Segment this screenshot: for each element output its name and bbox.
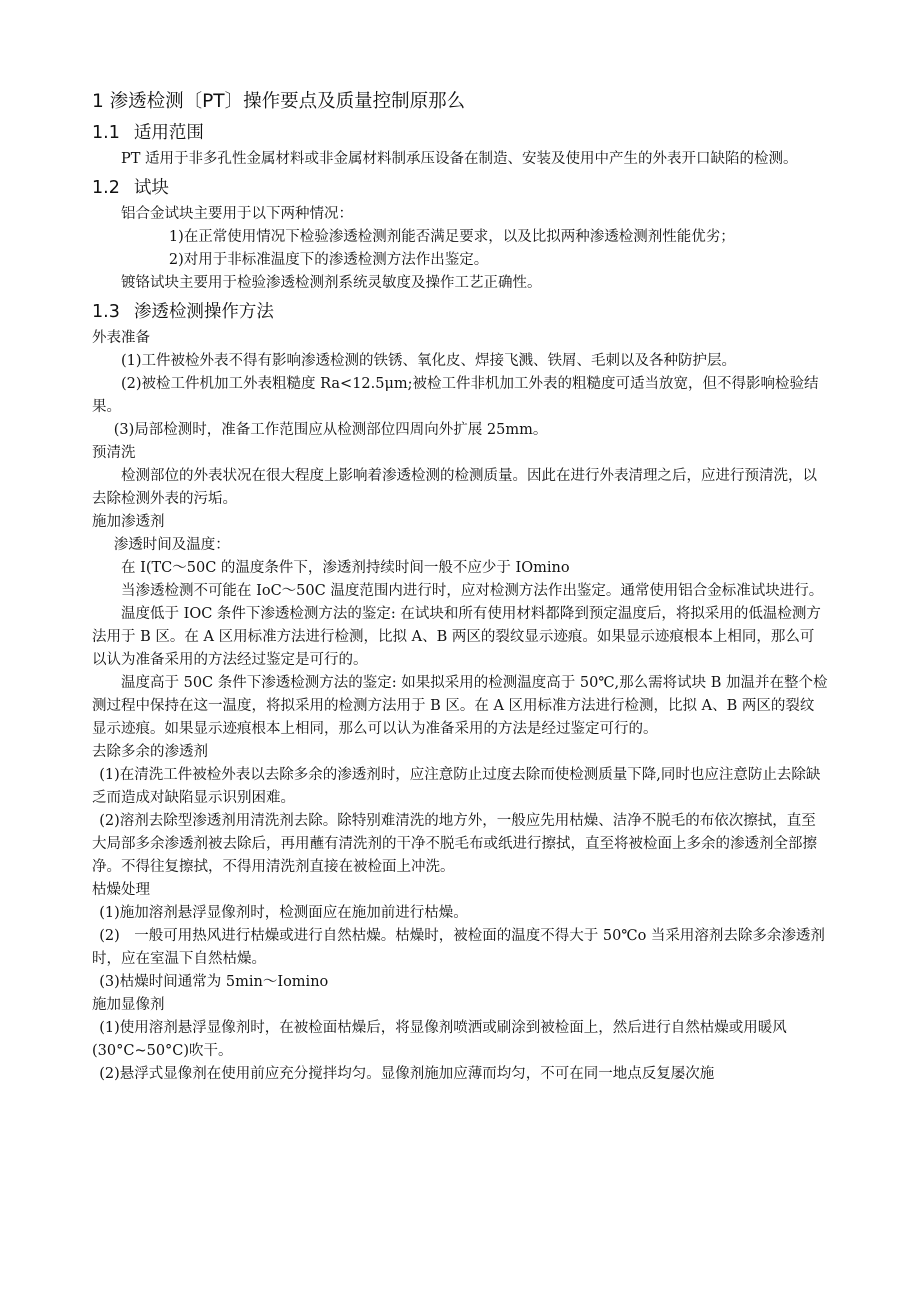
list-item: (2)溶剂去除型渗透剂用清洗剂去除。除特别难清洗的地方外，一般应先用枯燥、洁净不脱毛的布依次擦拭，直至大局部多余渗透剂被去除后，再用蘸有清洗剂的干净不脱毛布或纸进行擦拭，直至将被检面上多余的渗透剂全部擦净。不得往复擦拭，不得用清洗剂直接在被检面上冲洗。	[92, 813, 817, 875]
section-title: 适用范围	[133, 123, 204, 143]
list-item: 2)对用于非标准温度下的渗透检测方法作出鉴定。	[168, 252, 489, 268]
section-title: 渗透检测操作方法	[133, 302, 274, 322]
list-item: (2) 一般可用热风进行枯燥或进行自然枯燥。枯燥时，被检面的温度不得大于 50℃o 当采用溶剂去除多余渗透剂时，应在室温下自然枯燥。	[92, 928, 825, 967]
list-item: 1)在正常使用情况下检验渗透检测剂能否满足要求，以及比拟两种渗透检测剂性能优劣；	[168, 229, 735, 245]
doc-title: 1 渗透检测〔PT〕操作要点及质量控制原那么	[92, 91, 466, 112]
section-heading-1-3	[92, 299, 828, 325]
subsection-label: 外表准备	[92, 330, 150, 346]
section-title: 试块	[133, 178, 169, 198]
paragraph: 检测部位的外表状况在很大程度上影响着渗透检测的检测质量。因此在进行外表清理之后，应进行预清洗，以去除检测外表的污垢。	[92, 468, 817, 507]
list-item: (1)工件被检外表不得有影响渗透检测的铁锈、氧化皮、焊接飞溅、铁屑、毛刺以及各种防护层。	[121, 353, 737, 369]
paragraph: PT 适用于非多孔性金属材料或非金属材料制承压设备在制造、安装及使用中产生的外表开口缺陷的检测。	[121, 151, 798, 167]
subsection-label: 施加渗透剂	[92, 514, 165, 530]
paragraph: 当渗透检测不可能在 IoC～50C 温度范围内进行时，应对检测方法作出鉴定。通常使用铝合金标准试块进行。	[121, 583, 824, 599]
paragraph: 在 I(TC～50C 的温度条件下，渗透剂持续时间一般不应少于 IOmino	[121, 560, 570, 576]
section-number: 1.2	[92, 178, 120, 198]
list-item: (1)施加溶剂悬浮显像剂时，检测面应在施加前进行枯燥。	[99, 905, 468, 921]
list-item: (3)局部检测时，准备工作范围应从检测部位四周向外扩展 25mm。	[113, 422, 548, 438]
paragraph: 温度高于 50C 条件下渗透检测方法的鉴定: 如果拟采用的检测温度高于 50℃,那么需将试块 B 加温并在整个检测过程中保持在这一温度，将拟采用的检测方法用于 B 区。在 A 区用标准方法进行检测，比拟 A、B 两区的裂纹显示迹痕。如果显示迹痕根本上相同，那么可以认为准备采用的方法是经过鉴定可行的。	[92, 675, 828, 737]
section-heading-1-1	[92, 120, 828, 146]
paragraph: 铝合金试块主要用于以下两种情况：	[121, 206, 353, 222]
subsection-label: 施加显像剂	[92, 997, 165, 1013]
sub-label: 渗透时间及温度：	[113, 537, 230, 553]
list-item: (3)枯燥时间通常为 5min～Iomino	[99, 974, 329, 990]
paragraph: 镀铬试块主要用于检验渗透检测剂系统灵敏度及操作工艺正确性。	[121, 275, 542, 291]
section-heading-1-2	[92, 175, 828, 201]
section-number: 1.3	[92, 302, 120, 322]
list-item: (1)在清洗工件被检外表以去除多余的渗透剂时，应注意防止过度去除而使检测质量下降,同时也应注意防止去除缺乏而造成对缺陷显示识别困难。	[92, 767, 821, 806]
subsection-label: 枯燥处理	[92, 882, 150, 898]
paragraph: 温度低于 IOC 条件下渗透检测方法的鉴定: 在试块和所有使用材料都降到预定温度后，将拟采用的低温检测方法用于 B 区。在 A 区用标准方法进行检测，比拟 A、B 两区的裂纹显示迹痕。如果显示迹痕根本上相同，那么可以认为准备采用的方法经过鉴定是可行的。	[92, 606, 821, 668]
subsection-label: 去除多余的渗透剂	[92, 744, 208, 760]
subsection-label: 预清洗	[92, 445, 136, 461]
section-number: 1.1	[92, 123, 120, 143]
list-item: (1)使用溶剂悬浮显像剂时，在被检面枯燥后，将显像剂喷洒或刷涂到被检面上，然后进行自然枯燥或用暖风(30°C~50°C)吹干。	[92, 1020, 787, 1059]
list-item: (2)悬浮式显像剂在使用前应充分搅拌均匀。显像剂施加应薄而均匀，不可在同一地点反复屡次施	[99, 1066, 715, 1082]
list-item: (2)被检工件机加工外表粗糙度 Ra<12.5μm;被检工件非机加工外表的粗糙度可适当放宽，但不得影响检验结果。	[92, 376, 819, 415]
